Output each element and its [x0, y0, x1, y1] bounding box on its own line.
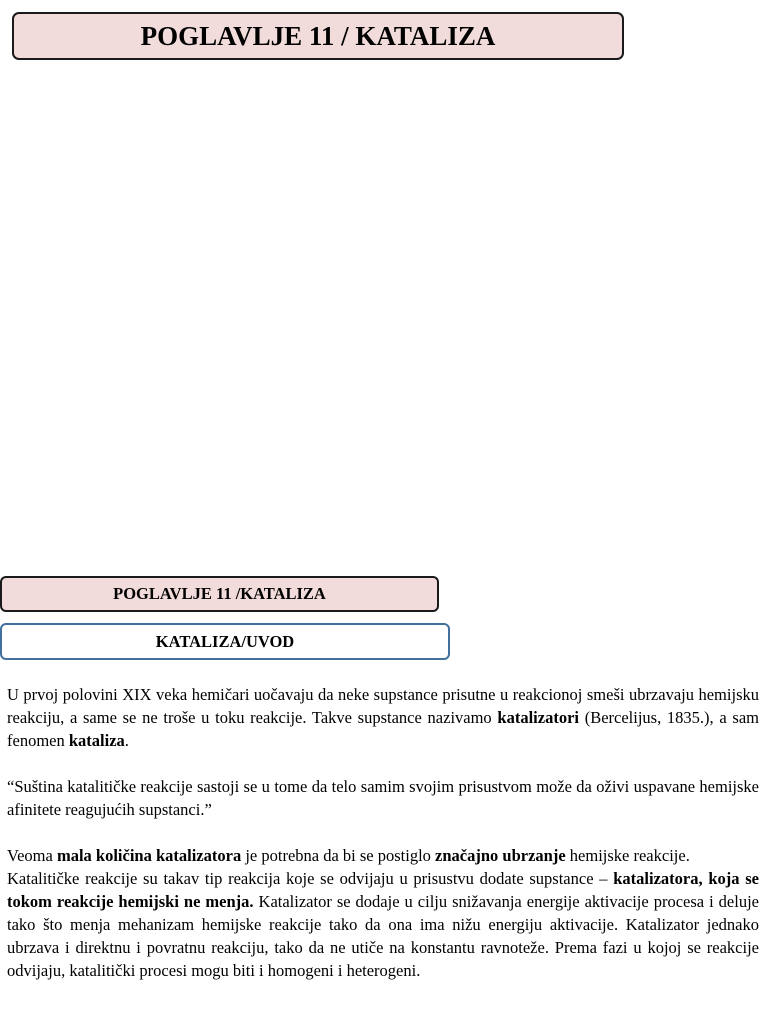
text-span: U prvoj polovini XIX veka hemičari uočavaju da neke supstance prisutne u reakcionoj smeši ubrzavaju hemijsku reakciju, a same se ne troše u toku reakcije. Takve supstance nazivamo [7, 685, 759, 727]
term-kataliza: kataliza [68, 731, 125, 750]
text-span: je potrebna da bi se postiglo [241, 846, 436, 865]
term-katalizatori: katalizatori [497, 708, 579, 727]
text-span: hemijske reakcije. [565, 846, 690, 865]
subsection-banner: KATALIZA/UVOD [0, 623, 450, 660]
text-span: (Bercelijus, 1835.), a sam fenomen [7, 708, 759, 750]
text-span: Katalitičke reakcije su takav tip reakcija koje se odvijaju u prisustvu dodate supstance – [7, 869, 614, 888]
text-span: Veoma [7, 846, 57, 865]
definition-paragraph [7, 867, 759, 982]
page-title: POGLAVLJE 11 / KATALIZA [12, 12, 624, 60]
chapter-banner: POGLAVLJE 11 /KATALIZA [0, 576, 439, 612]
intro-paragraph [7, 683, 759, 752]
amount-paragraph [7, 844, 759, 867]
emphasis-acceleration: značajno ubrzanje [435, 846, 566, 865]
emphasis-catalyst-definition: katalizatora, koja se tokom reakcije hemijski ne menja. [7, 869, 759, 911]
text-span: . [124, 731, 129, 750]
body-text [7, 683, 759, 982]
quote-paragraph: “Suština katalitičke reakcije sastoji se u tome da telo samim svojim prisustvom može da oživi uspavane hemijske afinitete reagujućih supstanci.” [7, 777, 759, 819]
emphasis-small-amount: mala količina katalizatora [56, 846, 242, 865]
text-span: Katalizator se dodaje u cilju snižavanja energije aktivacije procesa i deluje tako što menja mehanizam hemijske reakcije tako da ona ima nižu energiju aktivacije. Katalizator jednako ubrzava i direktnu i povratnu reakciju, tako da ne utiče na konstantu ravnoteže. Prema fazi u kojoj se reakcije odvijaju, katalitički procesi mogu biti i homogeni i heterogeni. [7, 892, 759, 980]
